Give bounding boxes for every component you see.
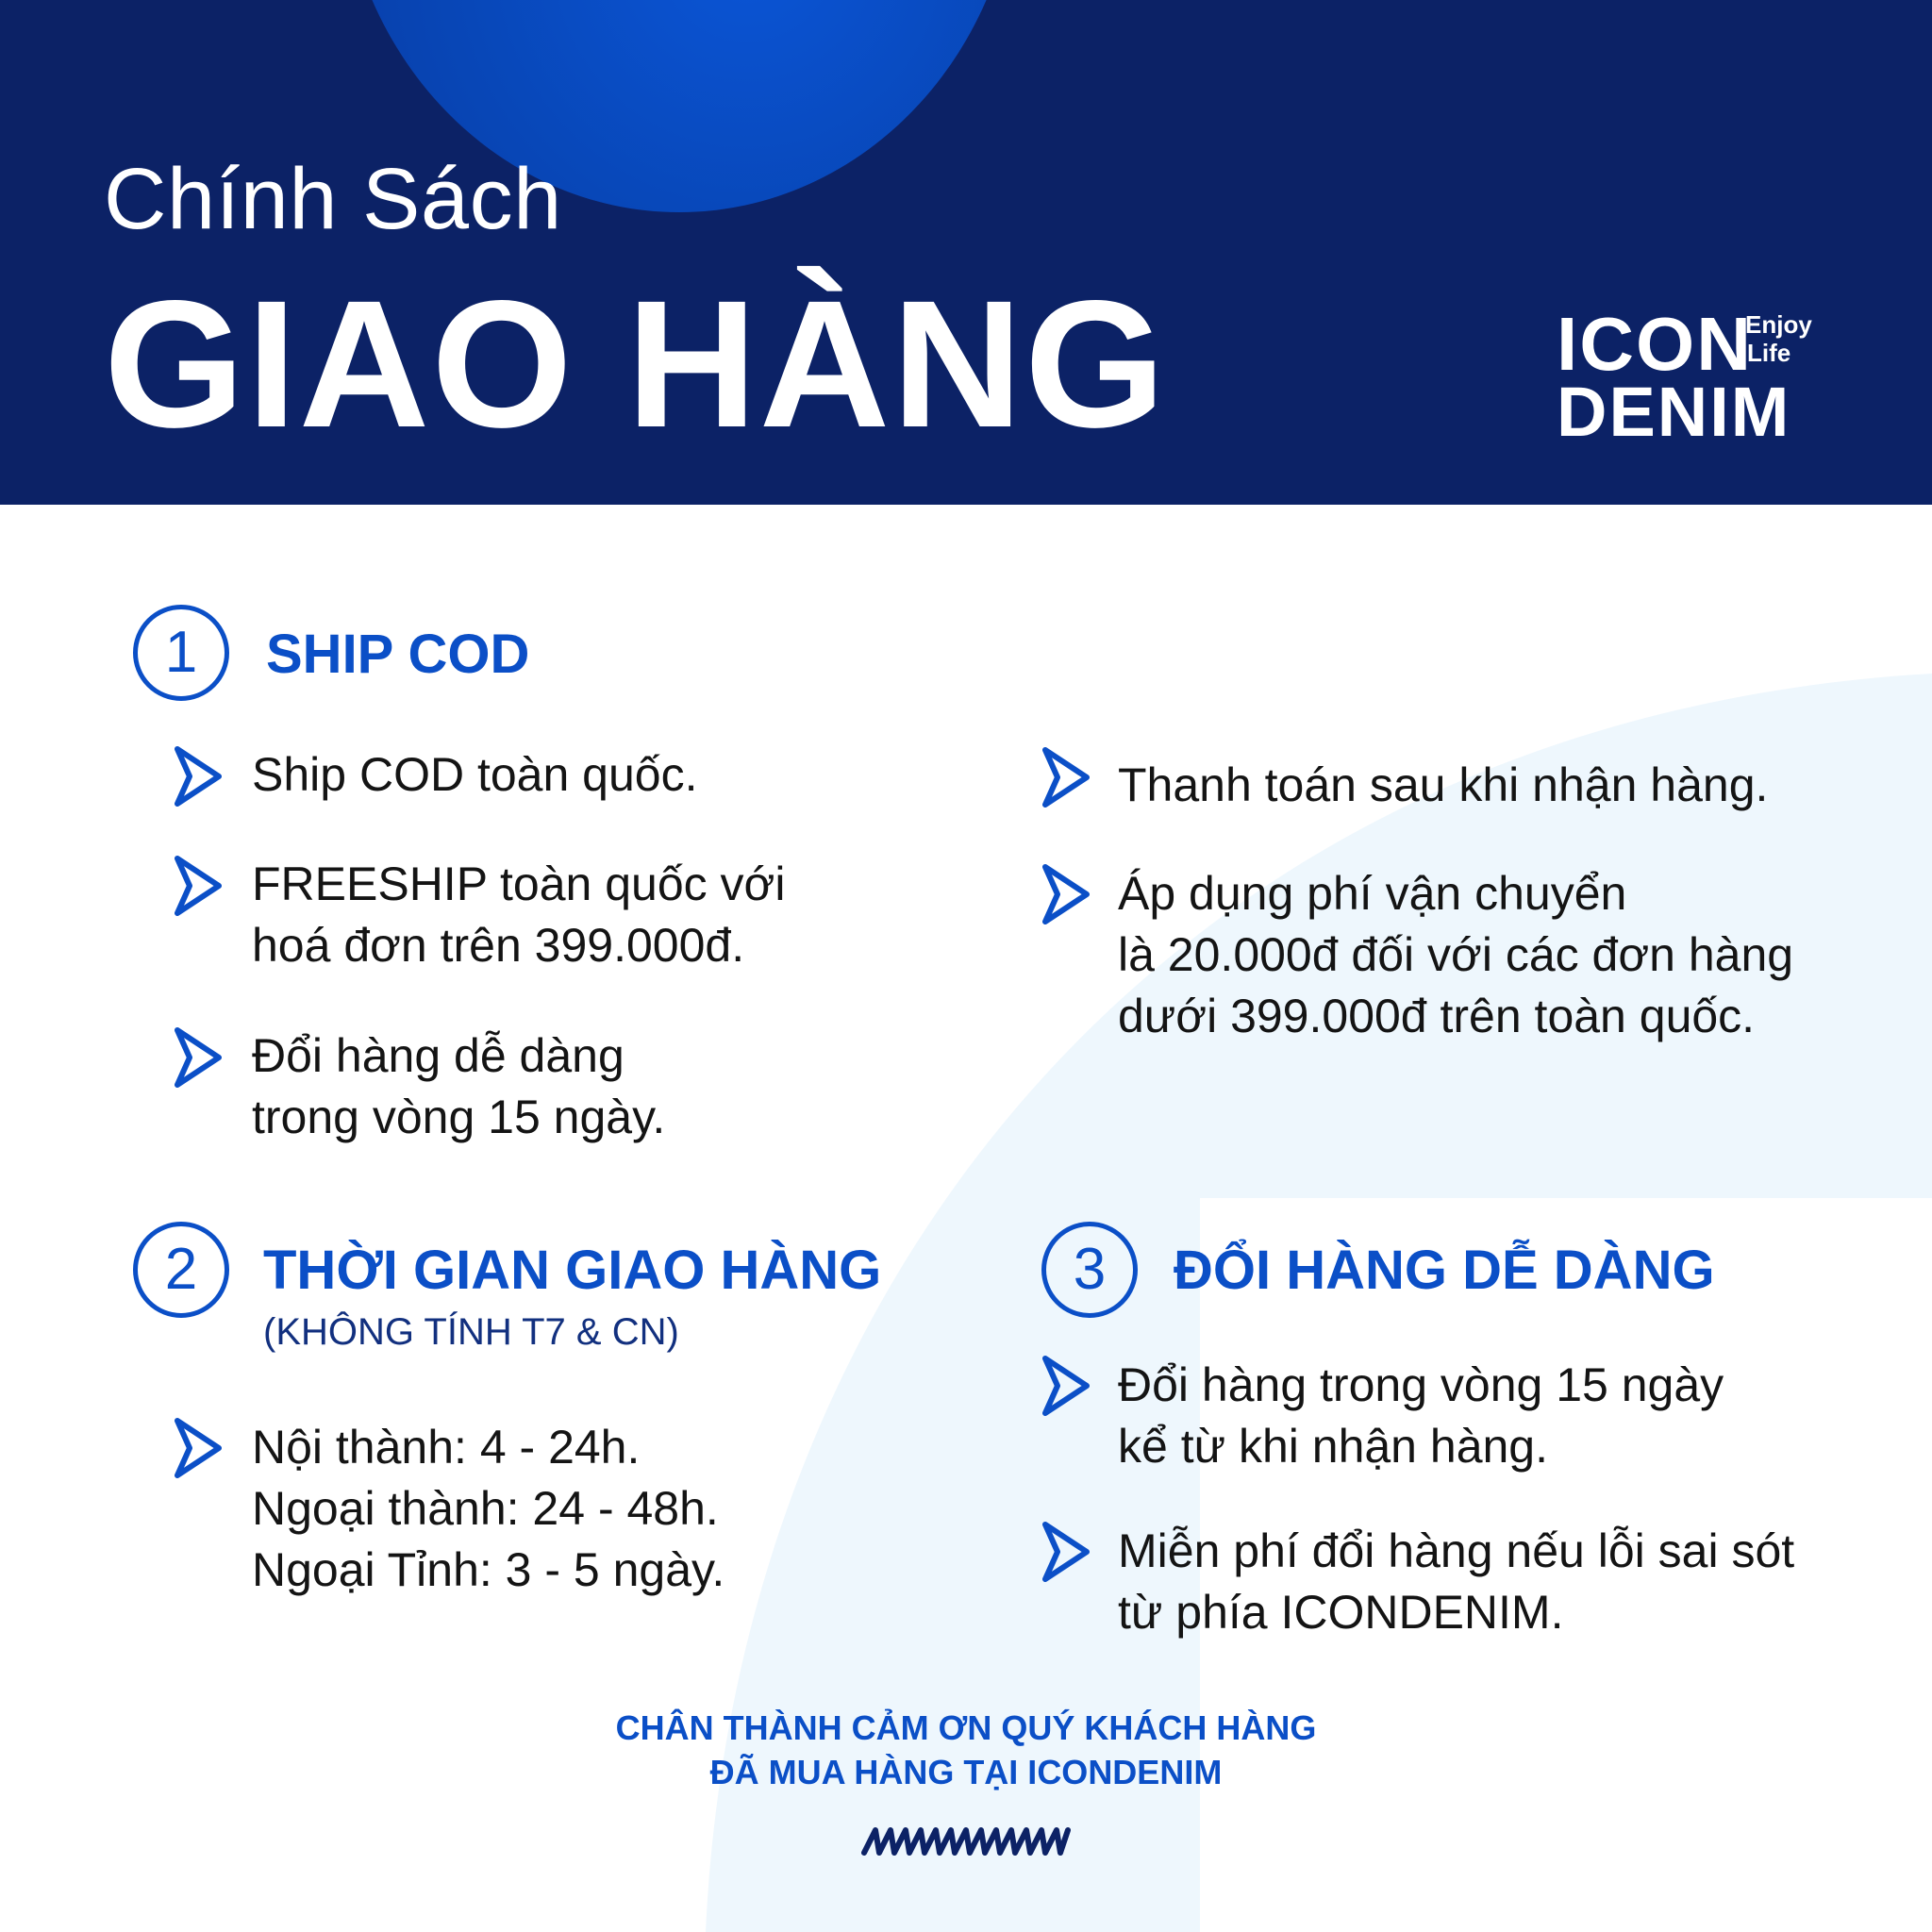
bullet-pay-after-delivery [1118, 755, 1768, 816]
arrow-bullet-icon [172, 745, 223, 808]
bullet-delivery-times [252, 1417, 724, 1601]
bullet-freeship [252, 854, 785, 976]
arrow-bullet-icon [1040, 746, 1091, 808]
bullet-ship-cod-nationwide [252, 744, 698, 806]
bullet-line: FREESHIP toàn quốc với [252, 858, 786, 910]
thank-you-line-1: CHÂN THÀNH CẢM ƠN QUÝ KHÁCH HÀNG [615, 1708, 1317, 1747]
bullet-line: hoá đơn trên 399.000đ. [252, 919, 745, 972]
page-title: GIAO HÀNG [104, 262, 1168, 465]
bullet-easy-exchange [252, 1025, 665, 1148]
bullet-line: Nội thành: 4 - 24h. [252, 1421, 641, 1474]
arrow-bullet-icon [1040, 1521, 1091, 1583]
bullet-exchange-15-days [1118, 1355, 1724, 1477]
bullet-line: Thanh toán sau khi nhận hàng. [1118, 758, 1769, 811]
arrow-bullet-icon [172, 855, 223, 917]
arrow-bullet-icon [172, 1417, 223, 1479]
section-title-easy-exchange: ĐỔI HÀNG DỄ DÀNG [1174, 1240, 1715, 1301]
bullet-line: từ phía ICONDENIM. [1118, 1586, 1564, 1639]
bullet-line: là 20.000đ đối với các đơn hàng [1118, 928, 1794, 981]
bullet-line: Ngoại thành: 24 - 48h. [252, 1482, 719, 1535]
bullet-line: Áp dụng phí vận chuyển [1118, 867, 1627, 920]
logo-tagline [1745, 310, 1812, 367]
bullet-line: trong vòng 15 ngày. [252, 1091, 666, 1143]
logo-word-icon: ICON [1557, 302, 1753, 386]
thank-you-message [541, 1706, 1391, 1794]
section-number-3: 3 [1041, 1222, 1138, 1318]
bullet-line: kể từ khi nhận hàng. [1118, 1420, 1549, 1473]
section-title-delivery-time: THỜI GIAN GIAO HÀNG [263, 1240, 882, 1301]
section-title-ship-cod: SHIP COD [266, 624, 530, 685]
bullet-line: dưới 399.000đ trên toàn quốc. [1118, 990, 1756, 1042]
section-number-2: 2 [133, 1222, 229, 1318]
page-subtitle: Chính Sách [104, 151, 562, 247]
bullet-line: Ship COD toàn quốc. [252, 748, 698, 801]
arrow-bullet-icon [1040, 863, 1091, 925]
bullet-line: Miễn phí đổi hàng nếu lỗi sai sót [1118, 1524, 1795, 1577]
bullet-line: Đổi hàng trong vòng 15 ngày [1118, 1358, 1724, 1411]
bullet-shipping-fee [1118, 863, 1793, 1047]
bullet-line: Đổi hàng dễ dàng [252, 1029, 625, 1082]
thank-you-line-2: ĐÃ MUA HÀNG TẠI ICONDENIM [709, 1753, 1223, 1791]
logo-tagline-enjoy: Enjoy [1745, 310, 1812, 339]
arrow-bullet-icon [172, 1026, 223, 1089]
logo-tagline-life: Life [1747, 339, 1791, 367]
logo-word-denim: DENIM [1557, 373, 1791, 451]
zigzag-decoration [858, 1826, 1074, 1857]
bullet-free-exchange [1118, 1521, 1794, 1643]
section-number-1: 1 [133, 605, 229, 701]
brand-logo [1557, 302, 1840, 451]
header-banner [0, 0, 1932, 505]
bullet-line: Ngoại Tỉnh: 3 - 5 ngày. [252, 1543, 725, 1596]
section-note-excluding-weekend: (KHÔNG TÍNH T7 & CN) [263, 1311, 679, 1353]
arrow-bullet-icon [1040, 1355, 1091, 1417]
